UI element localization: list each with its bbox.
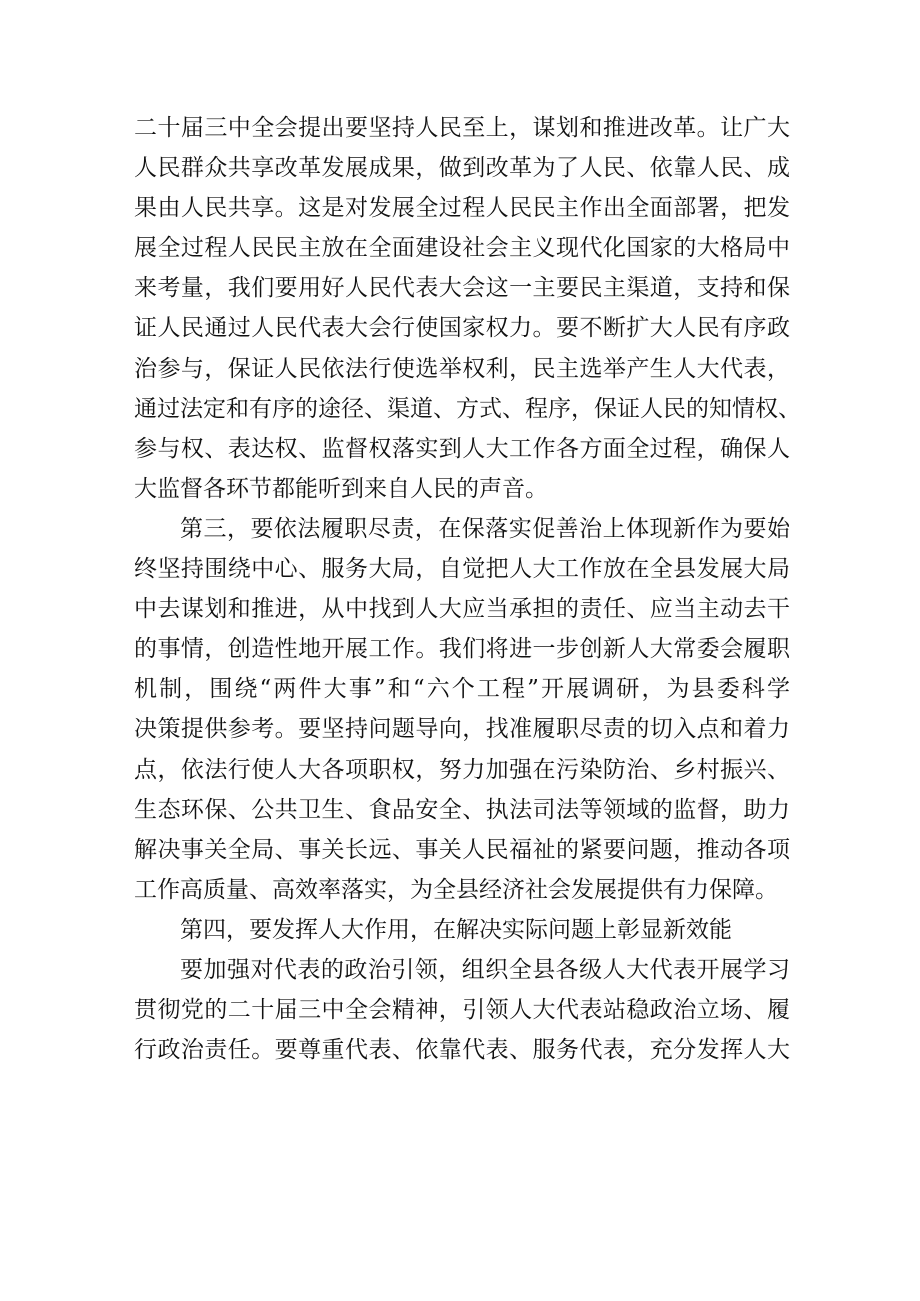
text-line: 二十届三中全会提出要坚持人民至上，谋划和推进改革。让广大	[134, 115, 790, 141]
text-line: 通过法定和有序的途径、渠道、方式、程序，保证人民的知情权、	[134, 395, 801, 422]
text-line: 中去谋划和推进，从中找到人大应当承担的责任、应当主动去干	[134, 596, 790, 623]
text-line: 决策提供参考。要坚持问题导向，找准履职尽责的切入点和着力	[134, 716, 790, 743]
text-line: 工作高质量、高效率落实，为全县经济社会发展提供有力保障。	[134, 876, 778, 903]
text-line: 终坚持围绕中心、服务大局，自觉把人大工作放在全县发展大局	[134, 556, 790, 583]
text-line: 生态环保、公共卫生、食品安全、执法司法等领域的监督，助力	[134, 796, 790, 823]
paragraph-p2	[134, 509, 790, 910]
text-line: 来考量，我们要用好人民代表大会这一主要民主渠道，支持和保	[134, 275, 790, 302]
text-line: 人民群众共享改革发展成果，做到改革为了人民、依靠人民、成	[134, 155, 790, 182]
paragraph-p3	[134, 910, 790, 950]
text-line: 证人民通过人民代表大会行使国家权力。要不断扩大人民有序政	[134, 315, 790, 342]
document-body	[134, 108, 801, 1070]
text-line: 治参与，保证人民依法行使选举权利，民主选举产生人大代表，	[134, 355, 790, 382]
text-line: 点，依法行使人大各项职权，努力加强在污染防治、乡村振兴、	[134, 756, 790, 783]
text-line: 的事情，创造性地开展工作。我们将进一步创新人大常委会履职	[134, 636, 790, 663]
paragraph-p1	[134, 108, 801, 509]
text-line: 贯彻党的二十届三中全会精神，引领人大代表站稳政治立场、履	[134, 997, 790, 1024]
text-line: 行政治责任。要尊重代表、依靠代表、服务代表，充分发挥人大	[134, 1037, 790, 1064]
text-line: 要加强对代表的政治引领，组织全县各级人大代表开展学习	[180, 956, 790, 983]
text-line: 果由人民共享。这是对发展全过程人民民主作出全面部署，把发	[134, 195, 790, 222]
paragraph-p4	[134, 950, 790, 1070]
text-line: 展全过程人民民主放在全面建设社会主义现代化国家的大格局中	[134, 235, 790, 262]
text-line: 解决事关全局、事关长远、事关人民福祉的紧要问题，推动各项	[134, 836, 790, 863]
text-line: 机制，围绕“两件大事”和“六个工程”开展调研，为县委科学	[134, 676, 790, 703]
text-line: 大监督各环节都能听到来自人民的声音。	[134, 475, 548, 502]
text-line: 参与权、表达权、监督权落实到人大工作各方面全过程，确保人	[134, 435, 790, 462]
text-line: 第四，要发挥人大作用，在解决实际问题上彰显新效能	[180, 916, 732, 943]
text-line: 第三，要依法履职尽责，在保落实促善治上体现新作为要始	[180, 515, 790, 542]
